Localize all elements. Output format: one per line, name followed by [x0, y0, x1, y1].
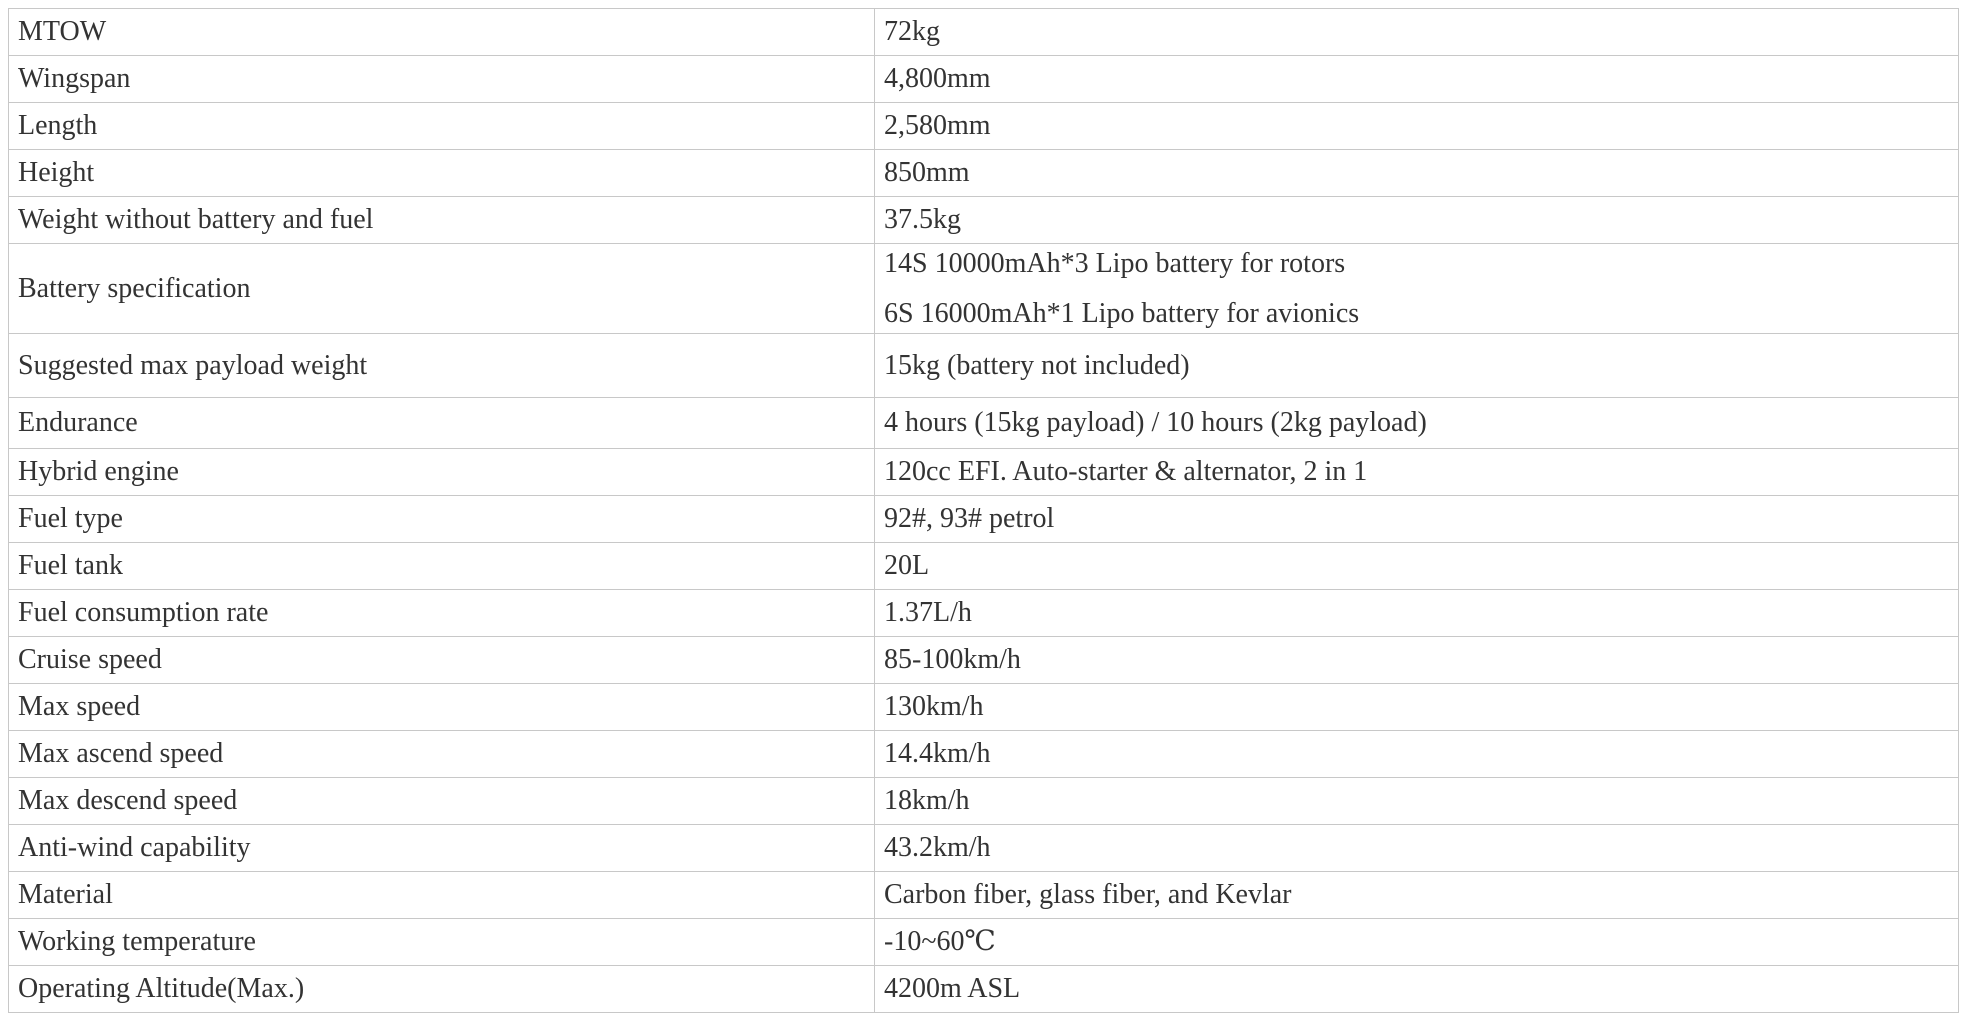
spec-value: -10~60℃: [875, 919, 1959, 966]
spec-label: Suggested max payload weight: [9, 334, 875, 398]
table-row: [9, 56, 1959, 103]
table-row: [9, 919, 1959, 966]
spec-value: 92#, 93# petrol: [875, 496, 1959, 543]
table-row: [9, 103, 1959, 150]
spec-label: Anti-wind capability: [9, 825, 875, 872]
spec-value: 130km/h: [875, 684, 1959, 731]
spec-value-line: 6S 16000mAh*1 Lipo battery for avionics: [884, 297, 1360, 329]
table-row: [9, 150, 1959, 197]
spec-label: Endurance: [9, 398, 875, 449]
spec-label: Cruise speed: [9, 637, 875, 684]
spec-label: Length: [9, 103, 875, 150]
spec-value: 4200m ASL: [875, 966, 1959, 1013]
table-row: [9, 496, 1959, 543]
spec-value: 85-100km/h: [875, 637, 1959, 684]
spec-value: 20L: [875, 543, 1959, 590]
spec-value: Carbon fiber, glass fiber, and Kevlar: [875, 872, 1959, 919]
spec-value: 18km/h: [875, 778, 1959, 825]
spec-label: Max speed: [9, 684, 875, 731]
spec-table-body: [9, 9, 1959, 1013]
spec-label: Weight without battery and fuel: [9, 197, 875, 244]
spec-label: Height: [9, 150, 875, 197]
spec-value-line: 14S 10000mAh*3 Lipo battery for rotors: [884, 247, 1346, 279]
spec-value: 14.4km/h: [875, 731, 1959, 778]
spec-value: 43.2km/h: [875, 825, 1959, 872]
spec-value: 120cc EFI. Auto-starter & alternator, 2 in 1: [875, 449, 1959, 496]
table-row: [9, 966, 1959, 1013]
table-row: [9, 197, 1959, 244]
table-row: [9, 637, 1959, 684]
spec-label: Battery specification: [9, 244, 875, 334]
table-row: [9, 543, 1959, 590]
table-row: [9, 244, 1959, 334]
table-row: [9, 731, 1959, 778]
spec-value: 15kg (battery not included): [875, 334, 1959, 398]
spec-value: 1.37L/h: [875, 590, 1959, 637]
spec-value: 72kg: [875, 9, 1959, 56]
table-row: [9, 778, 1959, 825]
spec-value: 4 hours (15kg payload) / 10 hours (2kg payload): [875, 398, 1959, 449]
table-row: [9, 872, 1959, 919]
spec-label: MTOW: [9, 9, 875, 56]
spec-label: Fuel consumption rate: [9, 590, 875, 637]
table-row: [9, 398, 1959, 449]
spec-label: Fuel type: [9, 496, 875, 543]
spec-label: Material: [9, 872, 875, 919]
spec-label: Fuel tank: [9, 543, 875, 590]
spec-table: [8, 8, 1959, 1013]
spec-value: [875, 244, 1959, 334]
spec-label: Wingspan: [9, 56, 875, 103]
table-row: [9, 9, 1959, 56]
spec-value: 4,800mm: [875, 56, 1959, 103]
table-row: [9, 825, 1959, 872]
spec-label: Max descend speed: [9, 778, 875, 825]
table-row: [9, 449, 1959, 496]
spec-label: Working temperature: [9, 919, 875, 966]
spec-label: Max ascend speed: [9, 731, 875, 778]
spec-value: 2,580mm: [875, 103, 1959, 150]
spec-label: Operating Altitude(Max.): [9, 966, 875, 1013]
table-row: [9, 334, 1959, 398]
spec-value: 37.5kg: [875, 197, 1959, 244]
table-row: [9, 684, 1959, 731]
spec-value: 850mm: [875, 150, 1959, 197]
table-row: [9, 590, 1959, 637]
spec-label: Hybrid engine: [9, 449, 875, 496]
